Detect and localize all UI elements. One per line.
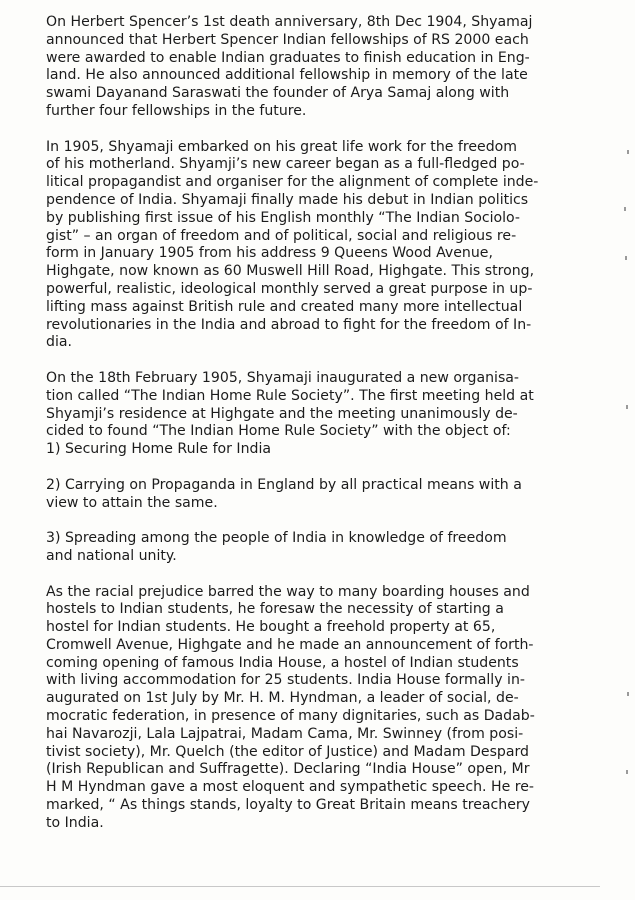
- text-line: Highgate, now known as 60 Muswell Hill Road, Highgate. This strong,: [46, 263, 535, 280]
- text-line: On Herbert Spencer’s 1st death anniversary, 8th Dec 1904, Shyamaj: [46, 14, 533, 30]
- text-line: tivist society), Mr. Quelch (the editor of Justice) and Madam Despard: [46, 743, 529, 760]
- text-line: Cromwell Avenue, Highgate and he made an announcement of forth-: [46, 636, 534, 653]
- text-line: augurated on 1st July by Mr. H. M. Hyndman, a leader of social, de-: [46, 690, 519, 707]
- scan-speck: [626, 770, 628, 774]
- text-line: hai Navarozji, Lala Lajpatrai, Madam Cama, Mr. Swinney (from posi-: [46, 725, 524, 742]
- text-line: 1) Securing Home Rule for India: [46, 441, 272, 458]
- text-line: On the 18th February 1905, Shyamaji inaugurated a new organisa-: [46, 369, 520, 386]
- paragraph-spencer-fellowships: [46, 14, 576, 121]
- text-line: cided to found “The Indian Home Rule Society” with the object of:: [46, 423, 511, 440]
- paragraph-indian-sociologist: [46, 139, 576, 353]
- text-line: 2) Carrying on Propaganda in England by all practical means with a: [46, 476, 522, 493]
- text-line: land. He also announced additional fellowship in memory of the late: [46, 67, 528, 84]
- text-line: tion called “The Indian Home Rule Society”. The first meeting held at: [46, 387, 534, 404]
- text-line: with living accommodation for 25 students. India House formally in-: [46, 672, 525, 689]
- scan-speck: [627, 150, 629, 154]
- text-line: swami Dayanand Saraswati the founder of Arya Samaj along with: [46, 85, 510, 102]
- text-line: revolutionaries in the India and abroad to fight for the freedom of In-: [46, 316, 532, 333]
- text-line: (Irish Republican and Suffragette). Declaring “India House” open, Mr: [46, 761, 530, 778]
- text-line: litical propagandist and organiser for the alignment of complete inde-: [46, 174, 539, 191]
- text-line: In 1905, Shyamaji embarked on his great life work for the freedom: [46, 138, 517, 155]
- page-bottom-edge: [0, 886, 600, 887]
- text-line: gist” – an organ of freedom and of political, social and religious re-: [46, 227, 517, 244]
- text-line: announced that Herbert Spencer Indian fellowships of RS 2000 each: [46, 31, 529, 48]
- text-line: form in January 1905 from his address 9 Queens Wood Avenue,: [46, 245, 493, 262]
- text-line: and national unity.: [46, 547, 177, 564]
- text-line: of his motherland. Shyamji’s new career began as a full-fledged po-: [46, 156, 525, 173]
- text-line: pendence of India. Shyamaji finally made his debut in Indian politics: [46, 191, 529, 208]
- scan-speck: [625, 256, 627, 260]
- text-line: mocratic federation, in presence of many dignitaries, such as Dadab-: [46, 708, 535, 725]
- document-body: [46, 14, 576, 850]
- text-line: hostel for Indian students. He bought a freehold property at 65,: [46, 619, 496, 636]
- text-line: dia.: [46, 334, 72, 351]
- text-line: As the racial prejudice barred the way to many boarding houses and: [46, 583, 530, 600]
- paragraph-objective-propaganda: [46, 477, 576, 513]
- text-line: further four fellowships in the future.: [46, 102, 307, 119]
- paragraph-home-rule-society: [46, 370, 576, 459]
- text-line: marked, “ As things stands, loyalty to Great Britain means treachery: [46, 797, 530, 814]
- text-line: H M Hyndman gave a most eloquent and sympathetic speech. He re-: [46, 779, 534, 796]
- paragraph-objective-unity: [46, 530, 576, 566]
- text-line: hostels to Indian students, he foresaw the necessity of starting a: [46, 601, 504, 618]
- text-line: 3) Spreading among the people of India in knowledge of freedom: [46, 530, 507, 547]
- scan-speck: [627, 692, 629, 696]
- scan-speck: [624, 207, 626, 211]
- text-line: to India.: [46, 814, 104, 831]
- text-line: powerful, realistic, ideological monthly served a great purpose in up-: [46, 280, 533, 297]
- paragraph-india-house: [46, 584, 576, 833]
- text-line: Shyamji’s residence at Highgate and the meeting unanimously de-: [46, 405, 518, 422]
- text-line: coming opening of famous India House, a hostel of Indian students: [46, 654, 519, 671]
- text-line: lifting mass against British rule and created many more intellectual: [46, 298, 523, 315]
- text-line: by publishing first issue of his English monthly “The Indian Sociolo-: [46, 209, 520, 226]
- text-line: were awarded to enable Indian graduates to finish education in Eng-: [46, 49, 530, 66]
- scan-speck: [626, 405, 628, 409]
- text-line: view to attain the same.: [46, 494, 218, 511]
